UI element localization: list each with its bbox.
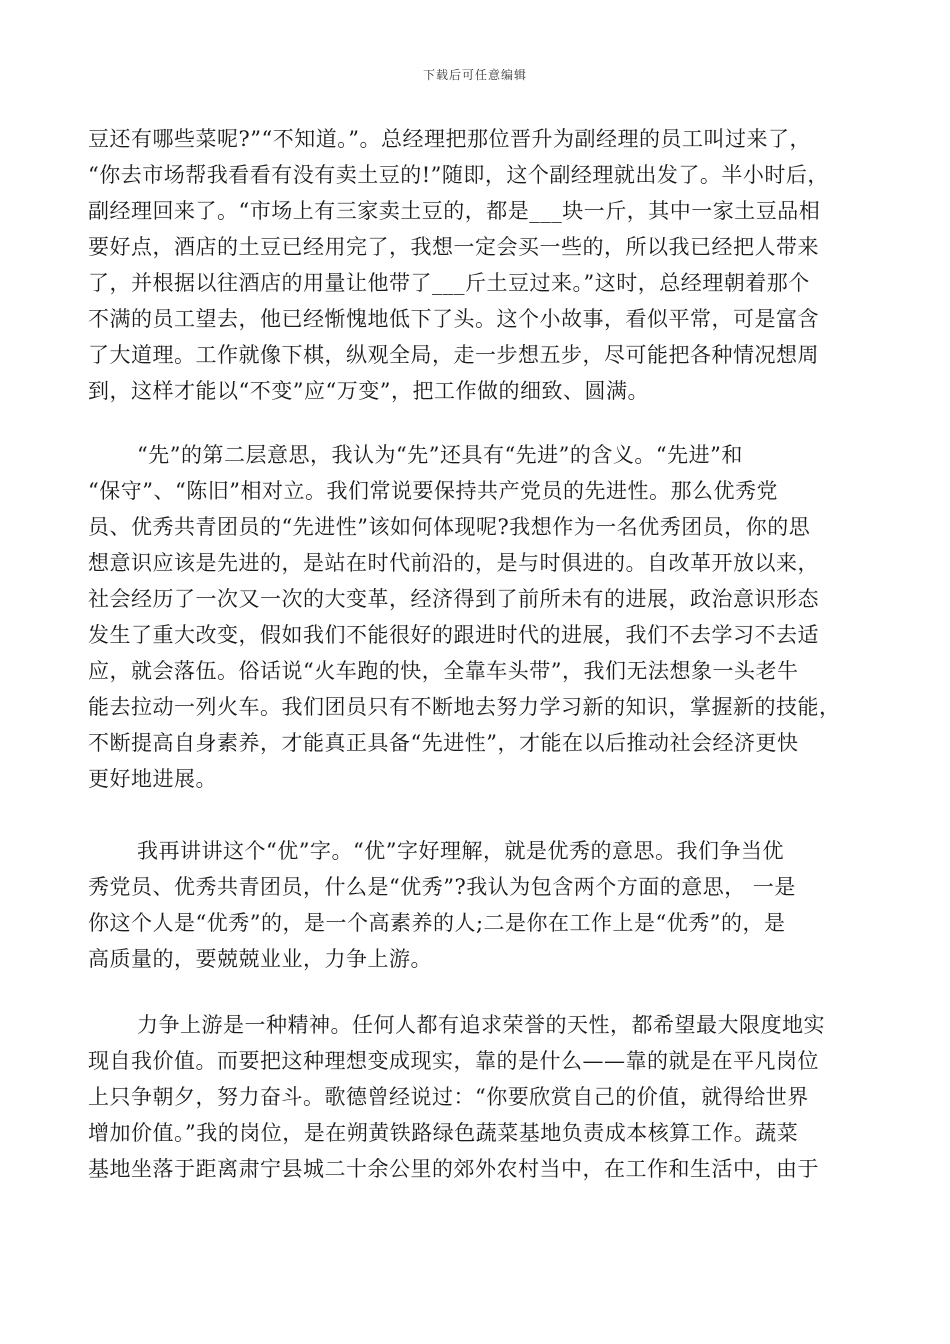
paragraph-1-line-6: 不满的员工望去，他已经惭愧地低下了头。这个小故事，看似平常，可是富含 — [88, 307, 819, 331]
paragraph-1-line-7: 了大道理。工作就像下棋，纵观全局，走一步想五步，尽可能把各种情况想周 — [88, 343, 819, 367]
paragraph-3-line-3: 你这个人是“优秀”的，是一个高素养的人;二是你在工作上是“优秀”的，是 — [88, 911, 786, 935]
paragraph-2-line-1: “先”的第二层意思，我认为“先”还具有“先进”的含义。“先进”和 — [137, 443, 743, 467]
paragraph-1-line-2: “你去市场帮我看看有没有卖土豆的!”随即，这个副经理就出发了。半小时后， — [88, 163, 829, 187]
paragraph-2-line-2: “保守”、“陈旧”相对立。我们常说要保持共产党员的先进性。那么优秀党 — [88, 479, 778, 503]
paragraph-1-line-3: 副经理回来了。“市场上有三家卖土豆的，都是___块一斤，其中一家土豆品相 — [88, 199, 821, 223]
paragraph-3-line-1: 我再讲讲这个“优”字。“优”字好理解，就是优秀的意思。我们争当优 — [137, 839, 784, 863]
paragraph-2-line-3: 员、优秀共青团员的“先进性”该如何体现呢?我想作为一名优秀团员，你的思 — [88, 515, 811, 539]
paragraph-3-line-2: 秀党员、优秀共青团员，什么是“优秀”?我认为包含两个方面的意思， 一是 — [88, 875, 796, 899]
paragraph-2-line-10: 更好地进展。 — [88, 767, 217, 791]
paragraph-1-line-1: 豆还有哪些菜呢?”“不知道。”。总经理把那位晋升为副经理的员工叫过来了， — [88, 127, 811, 151]
paragraph-1-line-5: 了，并根据以往酒店的用量让他带了___斤土豆过来。”这时，总经理朝着那个 — [88, 271, 810, 295]
paragraph-1-line-4: 要好点，酒店的土豆已经用完了，我想一定会买一些的，所以我已经把人带来 — [88, 235, 819, 259]
paragraph-4-line-2: 现自我价值。而要把这种理想变成现实，靠的是什么——靠的就是在平凡岗位 — [88, 1049, 819, 1073]
paragraph-4-line-4: 增加价值。”我的岗位，是在朔黄铁路绿色蔬菜基地负责成本核算工作。蔬菜 — [88, 1121, 799, 1145]
paragraph-2-line-7: 应，就会落伍。俗话说“火车跑的快，全靠车头带”，我们无法想象一头老牛 — [88, 659, 799, 683]
page-header: 下载后可任意编辑 — [422, 68, 527, 82]
paragraph-4-line-1: 力争上游是一种精神。任何人都有追求荣誉的天性，都希望最大限度地实 — [137, 1013, 825, 1037]
paragraph-1-line-8: 到，这样才能以“不变”应“万变”，把工作做的细致、圆满。 — [88, 379, 649, 403]
paragraph-2-line-9: 不断提高自身素养，才能真正具备“先进性”，才能在以后推动社会经济更快 — [88, 731, 799, 755]
paragraph-2-line-8: 能去拉动一列火车。我们团员只有不断地去努力学习新的知识，掌握新的技能， — [88, 695, 841, 719]
paragraph-4-line-5: 基地坐落于距离肃宁县城二十余公里的郊外农村当中，在工作和生活中，由于 — [88, 1157, 819, 1181]
paragraph-2-line-6: 发生了重大改变，假如我们不能很好的跟进时代的进展，我们不去学习不去适 — [88, 623, 819, 647]
paragraph-2-line-4: 想意识应该是先进的，是站在时代前沿的，是与时俱进的。自改革开放以来， — [88, 551, 819, 575]
paragraph-3-line-4: 高质量的，要兢兢业业，力争上游。 — [88, 947, 432, 971]
paragraph-2-line-5: 社会经历了一次又一次的大变革，经济得到了前所未有的进展，政治意识形态 — [88, 587, 819, 611]
paragraph-4-line-3: 上只争朝夕，努力奋斗。歌德曾经说过：“你要欣赏自己的价值，就得给世界 — [88, 1085, 809, 1109]
